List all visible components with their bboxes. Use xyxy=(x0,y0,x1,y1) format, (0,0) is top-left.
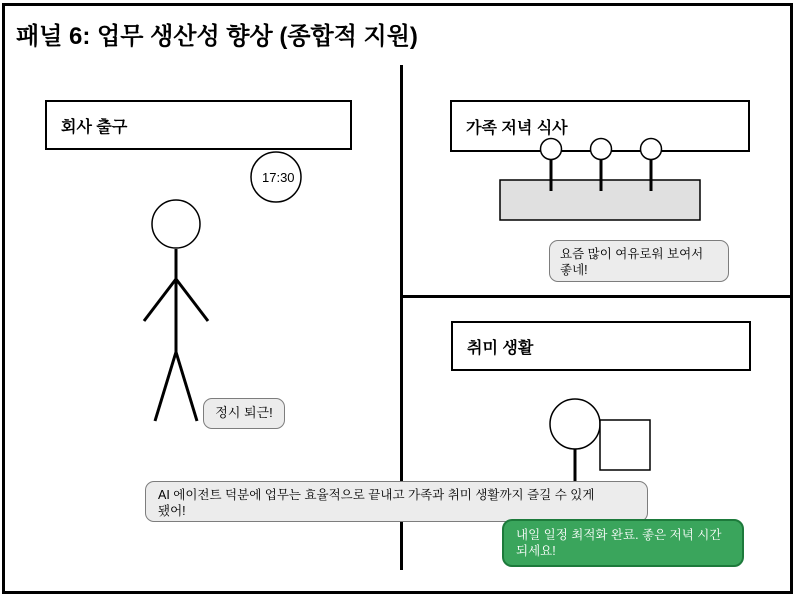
speech-bubble-worker-summary xyxy=(145,481,648,522)
scene-label-company-exit: 회사 출구 xyxy=(61,118,128,136)
clock-time: 17:30 xyxy=(262,170,295,185)
stick-figure-head xyxy=(152,200,200,248)
stick-figure-icon xyxy=(144,200,208,421)
agent-text-line-2: 되세요! xyxy=(516,544,556,559)
speech-text-line-1: AI 에이전트 덕분에 업무는 효율적으로 끝내고 가족과 취미 생활까지 즐길 수 있게 xyxy=(158,488,595,502)
family-member-1-head xyxy=(541,139,562,160)
speech-text-line-2: 됐어! xyxy=(158,504,186,519)
speech-text: 정시 퇴근! xyxy=(215,405,273,421)
hobbyist-head xyxy=(550,399,600,449)
person-with-canvas-icon xyxy=(550,399,650,482)
family-member-3-head xyxy=(641,139,662,160)
stick-figure-leg-right xyxy=(176,352,197,421)
scene-label-family-dinner: 가족 저녁 식사 xyxy=(466,119,568,137)
agent-chat-bubble xyxy=(502,519,744,567)
scene-label-hobby-life: 취미 생활 xyxy=(467,339,534,357)
speech-text-line-2: 좋네! xyxy=(560,263,588,278)
hobby-canvas xyxy=(600,420,650,470)
stick-figure-arm-right xyxy=(176,279,208,321)
agent-text-line-1: 내일 일정 최적화 완료. 좋은 저녁 시간 xyxy=(516,528,722,542)
stick-figure-arm-left xyxy=(144,279,176,321)
speech-bubble-family-comment xyxy=(549,240,729,282)
speech-bubble-on-time-leave xyxy=(203,398,285,429)
three-heads-at-table-icon xyxy=(500,139,700,221)
panel-title: 패널 6: 업무 생산성 향상 (종합적 지원) xyxy=(16,23,418,50)
speech-text-line-1: 요즘 많이 여유로워 보여서 xyxy=(560,247,704,261)
stick-figure-leg-left xyxy=(155,352,176,421)
family-member-2-head xyxy=(591,139,612,160)
